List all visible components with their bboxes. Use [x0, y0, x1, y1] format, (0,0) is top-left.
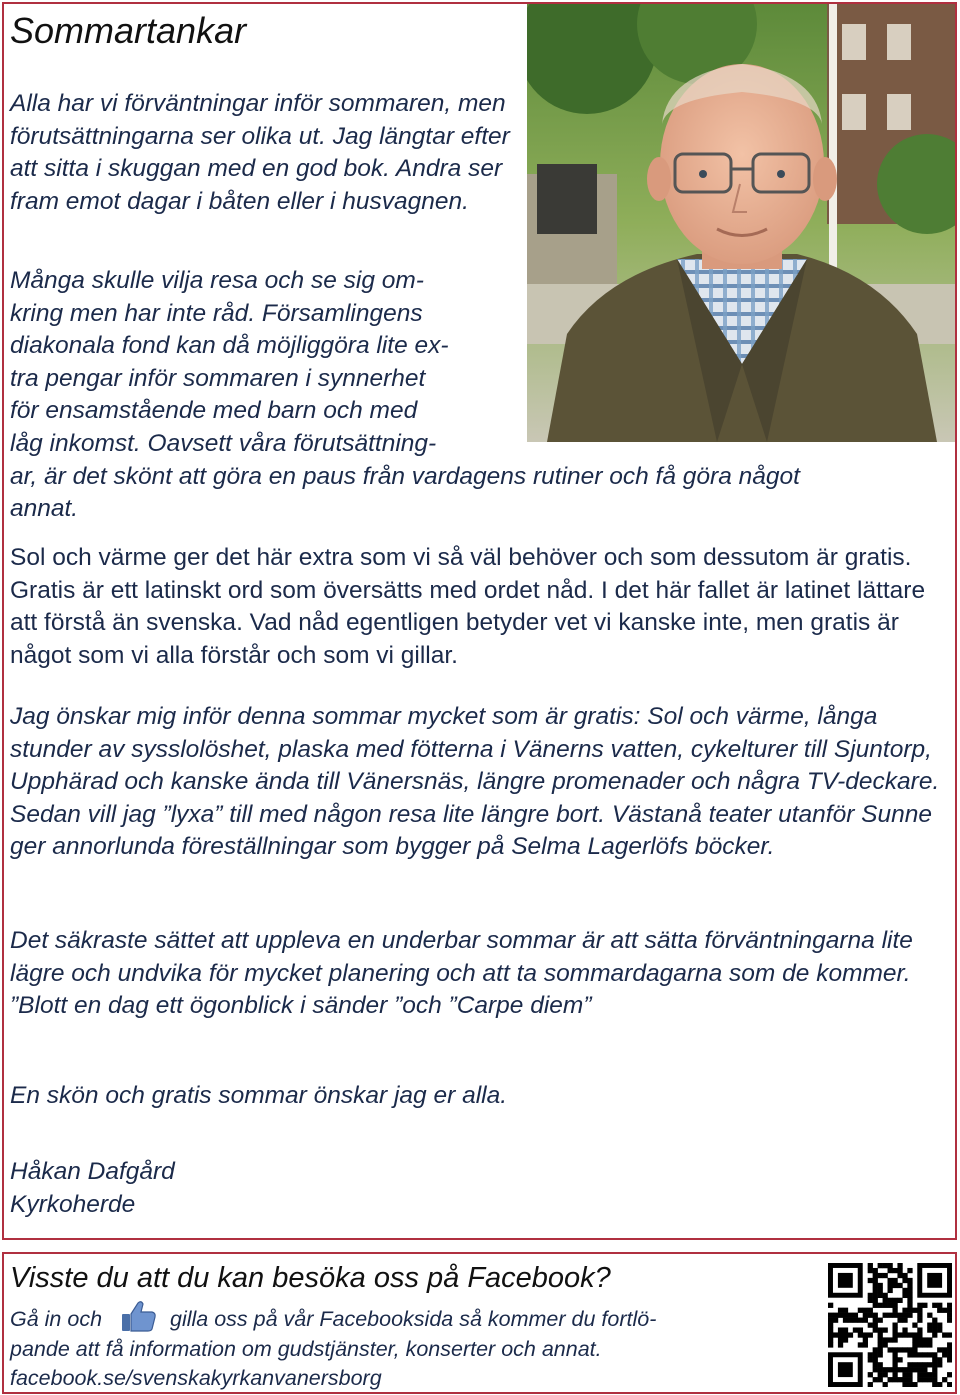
text-line: tra pengar inför sommaren i synnerhet [10, 364, 426, 392]
wish-paragraph: Jag önskar mig inför denna sommar mycket som är gratis: Sol och värme, långa stunder av sysslolöshet, plaska med fötterna i Vänerns vatten, cykelturer till Sjuntorp, Upphärad och kanske ända till Vänersnäs, längre promenader och några TV-deckare. Sedan vill jag ”lyxa” till med någon resa lite längre bort. Västanå teater utanför Sunne ger annorlunda föreställningar som bygger på Selma Lagerlöfs böcker. [10, 703, 940, 861]
facebook-line-1-end: gilla oss på vår Facebooksida så kommer du fortlö- [170, 1307, 657, 1331]
facebook-line-1-start: Gå in och [10, 1307, 103, 1331]
facebook-title: Visste du att du kan besöka oss på Facebook? [10, 1262, 611, 1294]
facebook-text [10, 1300, 810, 1394]
diakonal-paragraph-start [10, 265, 800, 526]
text-line: diakonala fond kan då möjliggöra lite ex- [10, 332, 449, 360]
signature [10, 1156, 175, 1221]
text-line: kring men har inte råd. Församlingens [10, 299, 423, 327]
facebook-line-2: pande att få information om gudstjänster, konserter och annat. [10, 1336, 602, 1361]
text-line: annat. [10, 495, 79, 523]
intro-paragraph: Alla har vi förväntningar inför sommaren, men förutsättningarna ser olika ut. Jag längtar efter att sitta i skuggan med en god bok. Andra ser fram emot dagar i båten eller i husvagnen. [10, 90, 510, 215]
advice-paragraph: Det säkraste sättet att uppleva en underbar sommar är att sätta förväntningarna lite lägre och undvika för mycket planering och att ta sommardagarna som de kommer. ”Blott en dag ett ögonblick i sänder ”och ”Carpe diem” [10, 927, 913, 1020]
portrait-photo [527, 4, 955, 442]
text-line: ar, är det skönt att göra en paus från vardagens rutiner och få göra något [10, 462, 800, 490]
facebook-line-1 [10, 1300, 810, 1335]
signature-role: Kyrkoherde [10, 1190, 136, 1218]
qr-code-icon [828, 1263, 952, 1387]
text-line: Många skulle vilja resa och se sig om- [10, 267, 424, 294]
sun-paragraph: Sol och värme ger det här extra som vi så väl behöver och som dessutom är gratis. Gratis är ett latinskt ord som översätts med ordet nåd. I det här fallet är latinet lättare att förstå än svenska. Vad nåd egentligen betyder vet vi kanske inte, men gratis är något som vi alla förstår och som vi gillar. [10, 544, 926, 669]
closing-paragraph: En skön och gratis sommar önskar jag er alla. [10, 1082, 508, 1109]
thumbs-up-icon [112, 1300, 160, 1332]
facebook-url[interactable]: facebook.se/svenskakyrkanvanersborg [10, 1366, 382, 1390]
text-line: låg inkomst. Oavsett våra förutsättning- [10, 429, 437, 457]
signature-name: Håkan Dafgård [10, 1158, 175, 1185]
text-line: för ensamstående med barn och med [10, 397, 418, 425]
page-title: Sommartankar [10, 10, 247, 51]
